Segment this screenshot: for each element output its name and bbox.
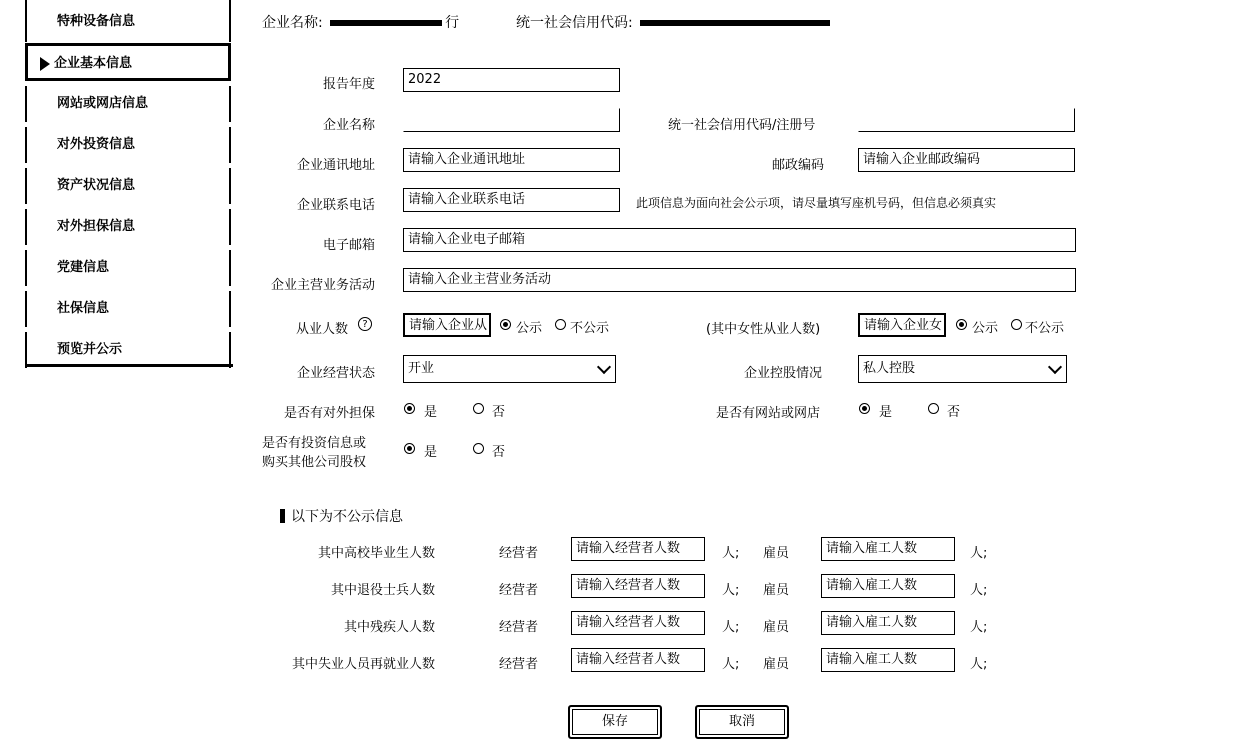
employees-input[interactable]: 请输入企业从 bbox=[403, 313, 491, 337]
email-label: 电子邮箱 bbox=[322, 238, 375, 253]
arrow-right-icon bbox=[40, 57, 50, 71]
sidebar-item-label: 对外担保信息 bbox=[57, 219, 136, 234]
guarantee-no-radio[interactable] bbox=[473, 403, 484, 414]
report-year-label: 报告年度 bbox=[322, 77, 375, 92]
disabled-operator-input[interactable]: 请输入经营者人数 bbox=[571, 611, 705, 635]
unit-label: 人; bbox=[722, 657, 740, 672]
sidebar-item-label: 党建信息 bbox=[57, 260, 110, 275]
private-row-label: 其中高校毕业生人数 bbox=[317, 546, 435, 561]
guarantee-label: 是否有对外担保 bbox=[283, 406, 375, 421]
operator-label: 经营者 bbox=[499, 657, 539, 672]
operator-label: 经营者 bbox=[499, 583, 539, 598]
female-label: (其中女性从业人数) bbox=[706, 322, 821, 337]
section-title-text: 以下为不公示信息 bbox=[291, 509, 403, 525]
cancel-button[interactable]: 取消 bbox=[695, 705, 789, 739]
sidebar-item-guarantee[interactable] bbox=[25, 209, 231, 245]
employees-not-public-radio[interactable] bbox=[555, 319, 566, 330]
company-name-input[interactable] bbox=[403, 108, 620, 132]
unit-label: 人; bbox=[722, 620, 740, 635]
sidebar-item-label: 网站或网店信息 bbox=[57, 96, 149, 111]
no-label: 否 bbox=[492, 445, 506, 460]
private-row-label: 其中退役士兵人数 bbox=[330, 583, 435, 598]
sidebar-item-label: 特种设备信息 bbox=[57, 14, 136, 29]
report-year-input[interactable]: 2022 bbox=[403, 68, 620, 92]
section-bar bbox=[280, 509, 285, 523]
invest-no-radio[interactable] bbox=[473, 443, 484, 454]
female-not-public-radio[interactable] bbox=[1011, 319, 1022, 330]
company-name-label: 企业名称 bbox=[322, 118, 375, 133]
sidebar-item-label: 对外投资信息 bbox=[57, 137, 136, 152]
sidebar-item-label: 企业基本信息 bbox=[54, 56, 133, 71]
business-label: 企业主营业务活动 bbox=[270, 278, 375, 293]
holding-label: 企业控股情况 bbox=[744, 366, 823, 381]
sidebar-item-assets[interactable] bbox=[25, 168, 231, 204]
sidebar-item-website[interactable] bbox=[25, 86, 231, 122]
unit-label: 人; bbox=[970, 546, 988, 561]
section-title bbox=[280, 506, 403, 526]
unit-label: 人; bbox=[970, 620, 988, 635]
address-label: 企业通讯地址 bbox=[296, 158, 375, 173]
status-value: 开业 bbox=[408, 361, 435, 376]
guarantee-yes-radio[interactable] bbox=[404, 403, 415, 414]
employee-label: 雇员 bbox=[763, 620, 790, 635]
help-icon[interactable]: ? bbox=[358, 317, 372, 331]
status-label: 企业经营状态 bbox=[296, 366, 375, 381]
website-no-radio[interactable] bbox=[928, 403, 939, 414]
employee-label: 雇员 bbox=[763, 657, 790, 672]
invest-label-line2: 购买其他公司股权 bbox=[262, 455, 367, 470]
private-row-label: 其中失业人员再就业人数 bbox=[291, 657, 435, 672]
credit-code-input[interactable] bbox=[858, 108, 1075, 132]
employee-label: 雇员 bbox=[763, 583, 790, 598]
employee-label: 雇员 bbox=[763, 546, 790, 561]
sidebar-item-party[interactable] bbox=[25, 250, 231, 286]
female-public-radio[interactable] bbox=[956, 319, 967, 330]
not-public-label: 不公示 bbox=[1025, 321, 1065, 336]
female-input[interactable]: 请输入企业女 bbox=[858, 313, 946, 337]
veteran-operator-input[interactable]: 请输入经营者人数 bbox=[571, 574, 705, 598]
phone-label: 企业联系电话 bbox=[296, 198, 375, 213]
phone-note: 此项信息为面向社会公示项，请尽量填写座机号码，但信息必须真实 bbox=[636, 196, 997, 210]
yes-label: 是 bbox=[424, 445, 438, 460]
employees-public-radio[interactable] bbox=[500, 319, 511, 330]
operator-label: 经营者 bbox=[499, 620, 539, 635]
yes-label: 是 bbox=[424, 405, 438, 420]
website-yes-radio[interactable] bbox=[859, 403, 870, 414]
veteran-employee-input[interactable]: 请输入雇工人数 bbox=[821, 574, 955, 598]
chevron-down-icon bbox=[597, 360, 611, 374]
reemployed-employee-input[interactable]: 请输入雇工人数 bbox=[821, 648, 955, 672]
invest-label-line1: 是否有投资信息或 bbox=[262, 436, 367, 451]
sidebar-divider bbox=[25, 364, 233, 367]
company-label: 企业名称: bbox=[262, 15, 323, 31]
public-label: 公示 bbox=[516, 321, 543, 336]
no-label: 否 bbox=[492, 405, 506, 420]
sidebar-item-social-security[interactable] bbox=[25, 291, 231, 327]
phone-input[interactable]: 请输入企业联系电话 bbox=[403, 188, 620, 212]
yes-label: 是 bbox=[879, 405, 893, 420]
sidebar-item-label: 预览并公示 bbox=[57, 342, 123, 357]
postcode-label: 邮政编码 bbox=[772, 158, 825, 173]
address-input[interactable]: 请输入企业通讯地址 bbox=[403, 148, 620, 172]
sidebar-item-label: 社保信息 bbox=[57, 301, 110, 316]
public-label: 公示 bbox=[972, 321, 999, 336]
unit-label: 人; bbox=[722, 546, 740, 561]
sidebar-item-label: 资产状况信息 bbox=[57, 178, 136, 193]
website-label: 是否有网站或网店 bbox=[716, 406, 821, 421]
chevron-down-icon bbox=[1048, 360, 1062, 374]
unit-label: 人; bbox=[970, 657, 988, 672]
invest-yes-radio[interactable] bbox=[404, 443, 415, 454]
disabled-employee-input[interactable]: 请输入雇工人数 bbox=[821, 611, 955, 635]
save-button[interactable]: 保存 bbox=[568, 705, 662, 739]
reemployed-operator-input[interactable]: 请输入经营者人数 bbox=[571, 648, 705, 672]
redacted-credit-code bbox=[640, 20, 830, 26]
redacted-company-name bbox=[330, 20, 442, 26]
credit-code-label: 统一社会信用代码/注册号 bbox=[668, 118, 816, 133]
business-input[interactable]: 请输入企业主营业务活动 bbox=[403, 268, 1076, 292]
holding-value: 私人控股 bbox=[863, 361, 916, 376]
graduate-employee-input[interactable]: 请输入雇工人数 bbox=[821, 537, 955, 561]
header-company bbox=[262, 12, 459, 32]
sidebar-item-special-equipment[interactable] bbox=[25, 0, 231, 42]
employees-label: 从业人数 bbox=[296, 322, 349, 337]
postcode-input[interactable]: 请输入企业邮政编码 bbox=[858, 148, 1075, 172]
sidebar-item-basic-info[interactable] bbox=[25, 43, 231, 81]
unit-label: 人; bbox=[722, 583, 740, 598]
not-public-label: 不公示 bbox=[570, 321, 610, 336]
status-select[interactable] bbox=[403, 355, 616, 383]
private-row-label: 其中残疾人人数 bbox=[343, 620, 435, 635]
graduate-operator-input[interactable]: 请输入经营者人数 bbox=[571, 537, 705, 561]
no-label: 否 bbox=[947, 405, 961, 420]
header-credit bbox=[516, 12, 833, 32]
sidebar-item-preview[interactable] bbox=[25, 332, 231, 368]
holding-select[interactable] bbox=[858, 355, 1067, 383]
operator-label: 经营者 bbox=[499, 546, 539, 561]
email-input[interactable]: 请输入企业电子邮箱 bbox=[403, 228, 1076, 252]
unit-label: 人; bbox=[970, 583, 988, 598]
credit-label: 统一社会信用代码: bbox=[516, 15, 633, 31]
sidebar-item-investment[interactable] bbox=[25, 127, 231, 163]
company-suffix: 行 bbox=[445, 15, 460, 31]
